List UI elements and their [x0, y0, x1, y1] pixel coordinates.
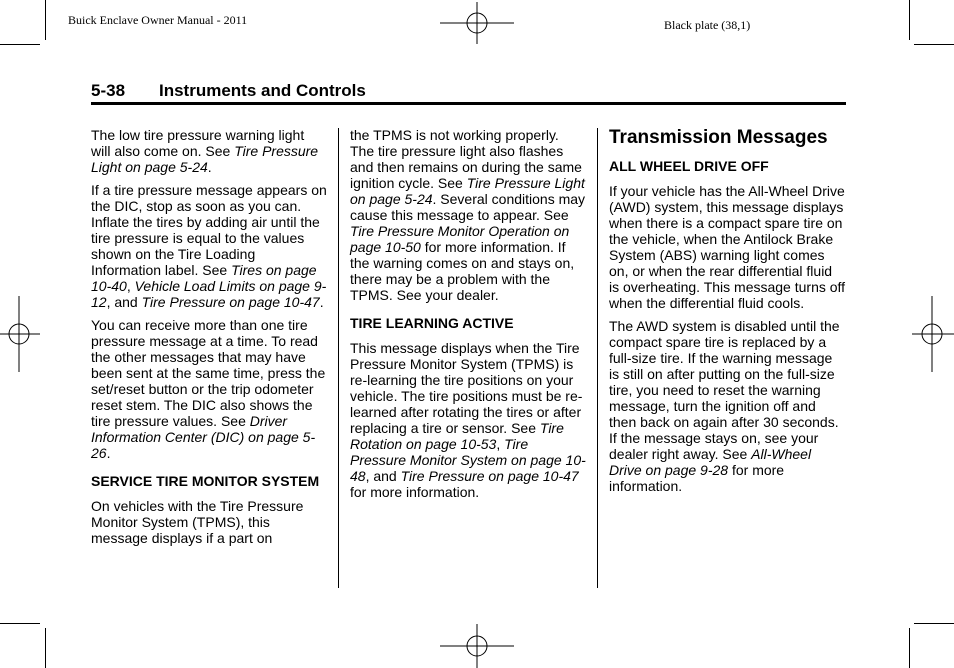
crop-mark: [914, 44, 954, 45]
paragraph: If your vehicle has the All-Wheel Drive (AWD) system, this message displays when there is a compact spare tire on the vehicle, when the Antilock Brake System (ABS) warning light comes on, or when the rear differential fluid is overheating. This message turns off when the differential fluid cools.: [609, 183, 846, 311]
cross-reference: Driver Information Center (DIC) on page 5-26: [91, 413, 316, 461]
paragraph: This message displays when the Tire Pressure Monitor System (TPMS) is re-learning the tire positions on your vehicle. The tire positions must be re-learned after rotating the tires or after replacing a tire or sensor. See Tire Rotation on page 10-53, Tire Pressure Monitor System on page 10-48, and Tire Pressure on page 10-47 for more information.: [350, 340, 586, 500]
paragraph: The low tire pressure warning light will also come on. See Tire Pressure Light on page 5-24.: [91, 127, 319, 175]
column-3: [609, 127, 846, 501]
cross-reference: All-Wheel Drive on page 9-28: [609, 446, 812, 478]
column-1: [91, 127, 327, 553]
crop-mark: [45, 628, 46, 668]
crop-mark: [914, 623, 954, 624]
cross-reference: Tire Pressure Light on page 5-24: [91, 143, 319, 175]
column-divider: [338, 128, 339, 588]
cross-reference: Tire Pressure on page 10-47: [141, 294, 320, 310]
paragraph: If a tire pressure message appears on the DIC, stop as soon as you can. Inflate the tires by adding air until the tire pressure is equal to the values shown on the Tire Loading Information label. See Tires on page 10-40, Vehicle Load Limits on page 9-12, and Tire Pressure on page 10-47.: [91, 182, 327, 310]
cross-reference: Tire Pressure Monitor System on page 10-48: [350, 436, 586, 484]
crop-mark: [909, 0, 910, 40]
crop-mark: [0, 44, 40, 45]
paragraph: On vehicles with the Tire Pressure Monitor System (TPMS), this message displays if a part on: [91, 498, 304, 546]
crop-mark: [0, 623, 40, 624]
section-title: Instruments and Controls: [159, 81, 366, 100]
cross-reference: Tire Pressure Light on page 5-24: [350, 175, 585, 207]
cross-reference: Tire Pressure Monitor Operation on page 10-50: [350, 223, 570, 255]
subheading-all-wheel-drive-off: ALL WHEEL DRIVE OFF: [609, 158, 769, 174]
paragraph: The AWD system is disabled until the compact spare tire is replaced by a full-size tire. If the warning message is still on after putting on the full-size tire, you need to reset the warning message, turn the ignition off and then back on again after 30 seconds. If the message stays on, see your dealer right away. See All-Wheel Drive on page 9-28 for more information.: [609, 318, 840, 494]
plate-label: Black plate (38,1): [664, 18, 751, 32]
subheading-service-tire-monitor: SERVICE TIRE MONITOR SYSTEM: [91, 473, 320, 489]
page-number: 5-38: [91, 81, 126, 100]
column-divider: [597, 128, 598, 588]
book-title: Buick Enclave Owner Manual - 2011: [68, 13, 248, 27]
registration-mark-right: [912, 296, 954, 372]
registration-mark-bottom: [440, 624, 514, 668]
section-header: [91, 81, 366, 101]
cross-reference: Tire Pressure on page 10-47: [400, 468, 579, 484]
paragraph: the TPMS is not working properly. The tire pressure light also flashes and then remains on during the same ignition cycle. See Tire Pressure Light on page 5-24. Several conditions may cause this message to appear. See Tire Pressure Monitor Operation on page 10-50 for more information. If the warning comes on and stays on, there may be a problem with the TPMS. See your dealer.: [350, 127, 586, 303]
registration-mark-top: [440, 2, 514, 44]
cross-reference: Tires on page 10-40: [91, 262, 317, 294]
header-rule: [91, 102, 846, 105]
subheading-tire-learning-active: TIRE LEARNING ACTIVE: [350, 315, 514, 331]
column-2: [350, 127, 586, 507]
crop-mark: [909, 628, 910, 668]
paragraph: You can receive more than one tire pressure message at a time. To read the other messages that may have been sent at the same time, press the set/reset button or the trip odometer reset stem. The DIC also shows the tire pressure values. See Driver Information Center (DIC) on page 5-26.: [91, 317, 326, 461]
cross-reference: Tire Rotation on page 10-53: [350, 420, 564, 452]
transmission-messages-title: Transmission Messages: [609, 127, 828, 148]
crop-mark: [45, 0, 46, 40]
registration-mark-left: [0, 296, 40, 372]
cross-reference: Vehicle Load Limits on page 9-12: [91, 278, 327, 310]
